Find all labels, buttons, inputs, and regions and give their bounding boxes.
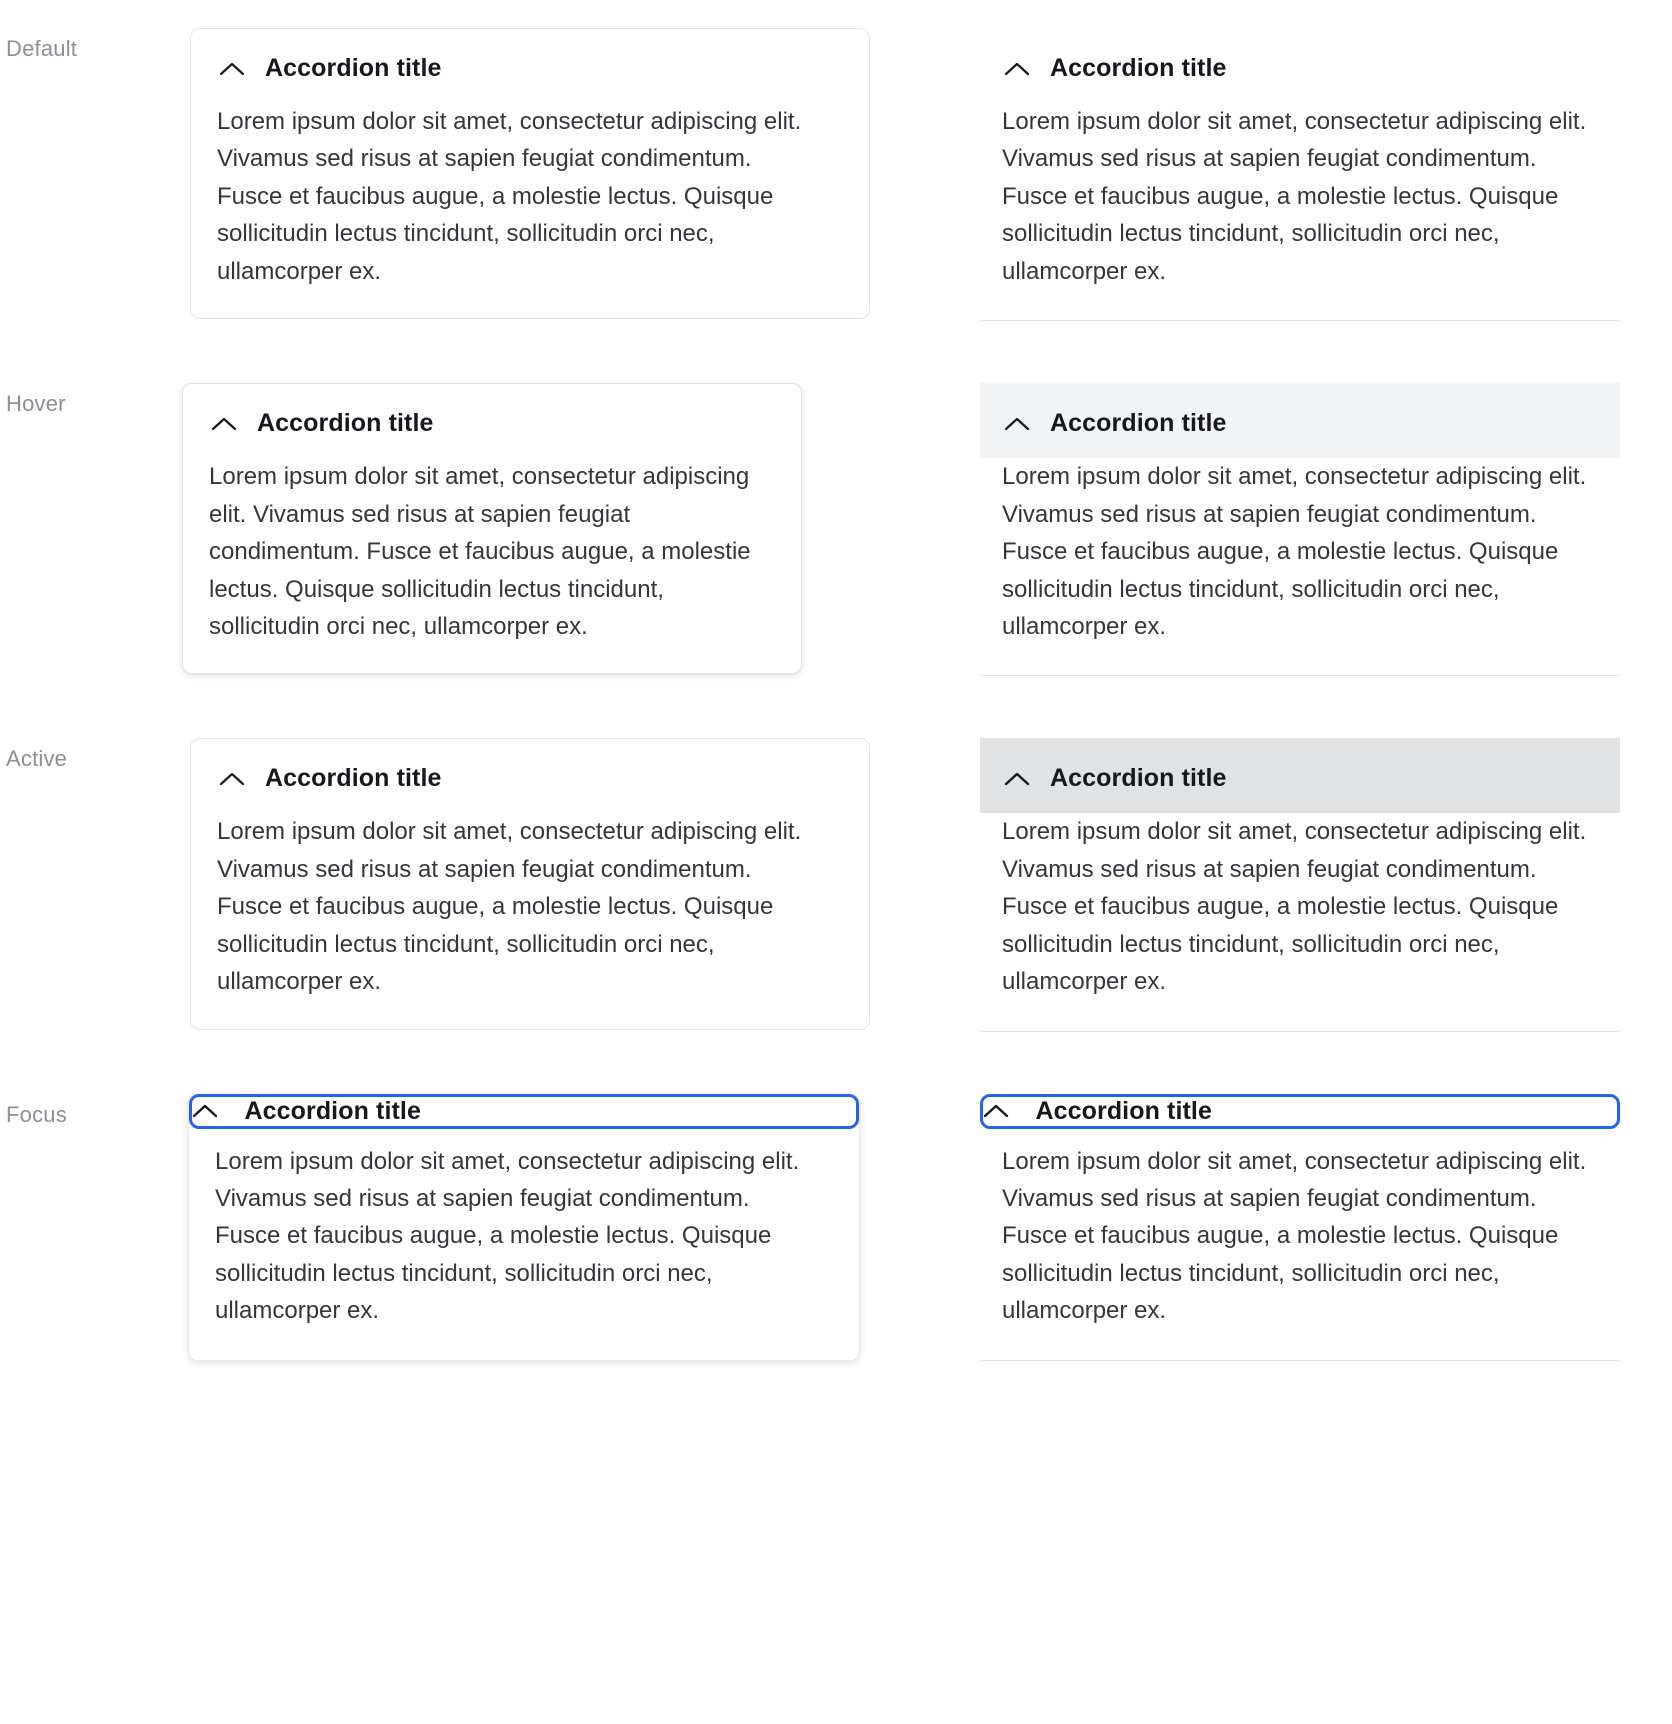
- accordion-title: Accordion title: [265, 54, 442, 82]
- accordion-header-hover-plain[interactable]: [980, 383, 1620, 458]
- accordion-header-focus-plain[interactable]: [980, 1094, 1620, 1129]
- accordion-active-card-column: [190, 738, 870, 1029]
- accordion-hover-plain-column: [980, 383, 1620, 676]
- state-label-hover: Hover: [6, 391, 66, 417]
- state-row-active: [0, 738, 1672, 1031]
- accordion-focus-card[interactable]: [188, 1094, 860, 1361]
- accordion-hover-plain[interactable]: [980, 383, 1620, 676]
- accordion-header-active-card[interactable]: [191, 739, 869, 813]
- accordion-body: Lorem ipsum dolor sit amet, consectetur adipiscing elit. Vivamus sed risus at sapien feugiat condimentum. Fusce et faucibus augue, a molestie lectus. Quisque sollicitudin lectus tincidunt, sollicitudin orci nec, ullamcorper ex.: [217, 818, 802, 996]
- accordion-title: Accordion title: [1050, 54, 1227, 82]
- accordion-header-focus-card[interactable]: [189, 1094, 859, 1129]
- chevron-up-icon: [192, 1103, 222, 1119]
- accordion-active-plain-column: [980, 738, 1620, 1031]
- chevron-up-icon: [983, 1103, 1013, 1119]
- accordion-body: Lorem ipsum dolor sit amet, consectetur adipiscing elit. Vivamus sed risus at sapien feugiat condimentum. Fusce et faucibus augue, a molestie lectus. Quisque sollicitudin lectus tincidunt, sollicitudin orci nec, ullamcorper ex.: [217, 108, 802, 285]
- accordion-hover-card-column: [190, 383, 870, 674]
- state-row-default: [0, 28, 1672, 321]
- chevron-up-icon: [1002, 61, 1032, 77]
- accordion-title: Accordion title: [1050, 409, 1227, 438]
- state-label-focus: Focus: [6, 1101, 67, 1127]
- accordion-default-plain-column: [980, 28, 1620, 321]
- accordion-active-plain[interactable]: [980, 738, 1620, 1031]
- accordion-states-grid: [0, 28, 1672, 1361]
- accordion-title: Accordion title: [244, 1096, 421, 1125]
- accordion-header-hover-card[interactable]: [183, 384, 801, 458]
- accordion-hover-card[interactable]: [182, 383, 802, 674]
- chevron-up-icon: [1002, 416, 1032, 432]
- state-row-hover: [0, 383, 1672, 676]
- accordion-title: Accordion title: [257, 409, 434, 438]
- accordion-title: Accordion title: [1050, 764, 1227, 793]
- accordion-header-default-plain[interactable]: [980, 28, 1620, 103]
- chevron-up-icon: [217, 61, 247, 77]
- accordion-focus-plain-column: [980, 1094, 1620, 1361]
- accordion-active-card[interactable]: [190, 738, 870, 1029]
- accordion-body: Lorem ipsum dolor sit amet, consectetur adipiscing elit. Vivamus sed risus at sapien feugiat condimentum. Fusce et faucibus augue, a molestie lectus. Quisque sollicitudin lectus tincidunt, sollicitudin orci nec, ullamcorper ex.: [1002, 108, 1587, 285]
- chevron-up-icon: [1002, 771, 1032, 787]
- accordion-body: Lorem ipsum dolor sit amet, consectetur adipiscing elit. Vivamus sed risus at sapien feugiat condimentum. Fusce et faucibus augue, a molestie lectus. Quisque sollicitudin lectus tincidunt, sollicitudin orci nec, ullamcorper ex.: [980, 1129, 1620, 1361]
- state-label-active: Active: [6, 746, 68, 772]
- accordion-body: Lorem ipsum dolor sit amet, consectetur adipiscing elit. Vivamus sed risus at sapien feugiat condimentum. Fusce et faucibus augue, a molestie lectus. Quisque sollicitudin lectus tincidunt, sollicitudin orci nec, ullamcorper ex.: [1002, 463, 1587, 640]
- accordion-focus-plain[interactable]: [980, 1094, 1620, 1361]
- accordion-title: Accordion title: [1035, 1096, 1212, 1125]
- accordion-body: Lorem ipsum dolor sit amet, consectetur adipiscing elit. Vivamus sed risus at sapien feugiat condimentum. Fusce et faucibus augue, a molestie lectus. Quisque sollicitudin lectus tincidunt, sollicitudin orci nec, ullamcorper ex.: [1002, 818, 1587, 996]
- state-label-default: Default: [6, 36, 78, 61]
- accordion-body: Lorem ipsum dolor sit amet, consectetur adipiscing elit. Vivamus sed risus at sapien feugiat condimentum. Fusce et faucibus augue, a molestie lectus. Quisque sollicitudin lectus tincidunt, sollicitudin orci nec, ullamcorper ex.: [215, 1147, 800, 1325]
- accordion-header-default-card[interactable]: [191, 29, 869, 103]
- accordion-body: Lorem ipsum dolor sit amet, consectetur adipiscing elit. Vivamus sed risus at sapien feugiat condimentum. Fusce et faucibus augue, a molestie lectus. Quisque sollicitudin lectus tincidunt, sollicitudin orci nec, ullamcorper ex.: [209, 463, 751, 640]
- state-row-focus: [0, 1094, 1672, 1361]
- accordion-default-card-column: [190, 28, 870, 319]
- accordion-default-card[interactable]: [190, 28, 870, 319]
- accordion-header-active-plain[interactable]: [980, 738, 1620, 813]
- chevron-up-icon: [217, 771, 247, 787]
- accordion-default-plain[interactable]: [980, 28, 1620, 321]
- chevron-up-icon: [209, 416, 239, 432]
- accordion-title: Accordion title: [265, 764, 442, 793]
- accordion-focus-card-column: [190, 1094, 870, 1361]
